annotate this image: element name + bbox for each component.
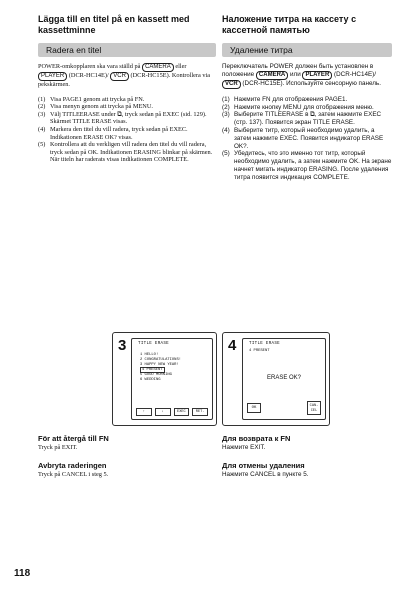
down-arrow-button[interactable]: ↓ [155,408,171,416]
screen-title: TITLE ERASE [138,342,169,346]
step-number: (5) [222,150,230,158]
illustration-step-4 [222,332,330,426]
step-number: (2) [38,103,46,111]
step-text: Kontrollera att du verkligen vill radera den titel du vill radera, tryck sedan på OK. Indikationen ERASING blinkar på skärmen. När titeln har raderats visas indikationen COMPLETE. [50,141,213,164]
step-text: Нажмите FN для отображения PAGE1. [234,95,348,103]
left-note-cancel [38,461,216,479]
camera-key-label: CAMERA [256,71,288,80]
note-text: Tryck på CANCEL i steg 5. [38,471,109,478]
note-heading: För att återgå till FN [38,434,109,443]
camera-key-label: CAMERA [142,63,174,72]
vcr-key-label: VCR [110,72,129,81]
left-step [38,103,216,111]
left-intro-or: eller [175,63,187,70]
note-text: Tryck på EXIT. [38,444,78,451]
left-steps [38,96,216,164]
step-text: Нажмите кнопку MENU для отображения меню. [234,103,374,111]
screen-button-row [136,408,208,416]
left-step [38,96,216,104]
step-number: (1) [38,95,46,103]
left-intro-model2: (DCR-HC15E). [130,72,171,79]
right-step [222,96,392,104]
left-intro-tail: Kontrollera via pekskärmen. [38,72,211,88]
cancel-button[interactable] [307,401,321,415]
left-step [38,126,216,141]
selected-title: 4 PRESENT [249,349,270,353]
note-text: Нажмите EXIT. [222,444,266,451]
player-key-label: PLAYER [302,71,332,80]
step-text: Välj TITLEERASE under ⧉, tryck sedan på EXEC (sid. 129). Skärmet TITLE ERASE visas. [50,110,207,126]
left-intro [38,63,216,89]
right-intro-or: или [290,70,301,78]
right-heading: Наложение титра на кассету с кассетной памятью [222,14,357,35]
title-list-item[interactable]: 3 HAPPY NEW YEAR! [140,363,179,367]
step-number: (4) [222,126,230,134]
right-intro-model1: (DCR-HC14E)/ [334,70,377,78]
note-text: Нажмите CANCEL в пункте 5. [222,471,309,478]
step-text: Выберите TITLEERASE в ⧉, затем нажмите EXEC (стр. 137). Появится экран TITLE ERASE. [234,111,382,127]
exec-button[interactable]: EXEC [174,408,190,416]
step-text: Markera den titel du vill radera, tryck sedan på EXEC. Indikationen ERASE OK? visas. [50,125,188,141]
title-list-item[interactable]: 5 GOOD MORNING [140,373,172,377]
right-intro-tail: Используйте сенсорную панель. [286,79,381,87]
step-number: (3) [222,111,230,119]
step-number: (5) [38,141,46,149]
russian-column [222,14,392,182]
note-heading: Avbryta raderingen [38,461,107,470]
note-heading: Для отмены удаления [222,461,305,470]
title-list [140,353,181,383]
right-intro-model2: (DCR-HC15E). [242,79,285,87]
cancel-label-line1: CAN- [309,404,319,408]
up-arrow-button[interactable]: ↑ [136,408,152,416]
player-key-label: PLAYER [38,72,67,81]
step-text: Visa PAGE1 genom att trycka på FN. [50,95,145,103]
illustration-step-3 [112,332,217,426]
note-heading: Для возврата к FN [222,434,291,443]
right-note-return [222,434,400,452]
title-list-item[interactable]: 2 CONGRATULATIONS! [140,358,182,362]
right-step [222,150,392,181]
return-button[interactable]: RET. [192,408,208,416]
left-intro-text: POWER-omkopplaren ska vara ställd på [38,63,141,70]
illustration-number: 4 [228,337,237,354]
cancel-label-line2: CEL [310,409,318,413]
swedish-column [38,14,216,164]
step-text: Visa menyn genom att trycka på MENU. [50,103,153,111]
right-intro [222,63,392,89]
erase-confirm-message: ERASE OK? [266,375,301,381]
left-note-return [38,434,216,452]
step-number: (3) [38,110,46,118]
step-number: (4) [38,125,46,133]
vcr-key-label: VCR [222,80,241,89]
left-section-title: Radera en titel [38,43,216,57]
step-text: Выберите титр, который необходимо удалить, а затем нажмите EXEC. Появится индикатор ERASE OK?. [234,126,384,150]
step-text: Убедитесь, что это именно тот титр, который необходимо удалить, а затем нажмите OK. На экране начнет мигать индикатор ERASING. После удаления титра появится индикация COMPLETE. [234,150,392,181]
right-steps [222,96,392,182]
illustration-number: 3 [118,337,127,354]
right-note-cancel [222,461,400,479]
right-intro-text: Переключатель POWER должен быть установлен в положение [222,63,374,78]
page-number: 118 [14,568,31,579]
selected-title: 4 PRESENT [142,368,163,372]
right-section-title: Удаление титра [222,43,392,57]
step-number: (2) [222,103,230,111]
left-step [38,141,216,164]
left-step [38,111,216,126]
left-intro-model1: (DCR-HC14E)/ [68,72,109,79]
screen-title: TITLE ERASE [249,342,280,346]
ok-button[interactable]: OK [247,403,261,413]
lcd-screen [242,338,326,420]
left-heading: Lägga till en titel på en kassett med kassettminne [38,14,190,35]
step-number: (1) [222,95,230,103]
title-list-item[interactable]: 1 HELLO! [140,353,159,357]
right-step [222,127,392,150]
lcd-screen [131,338,213,420]
right-step [222,111,392,127]
title-list-item[interactable]: 6 WEDDING [140,378,161,382]
